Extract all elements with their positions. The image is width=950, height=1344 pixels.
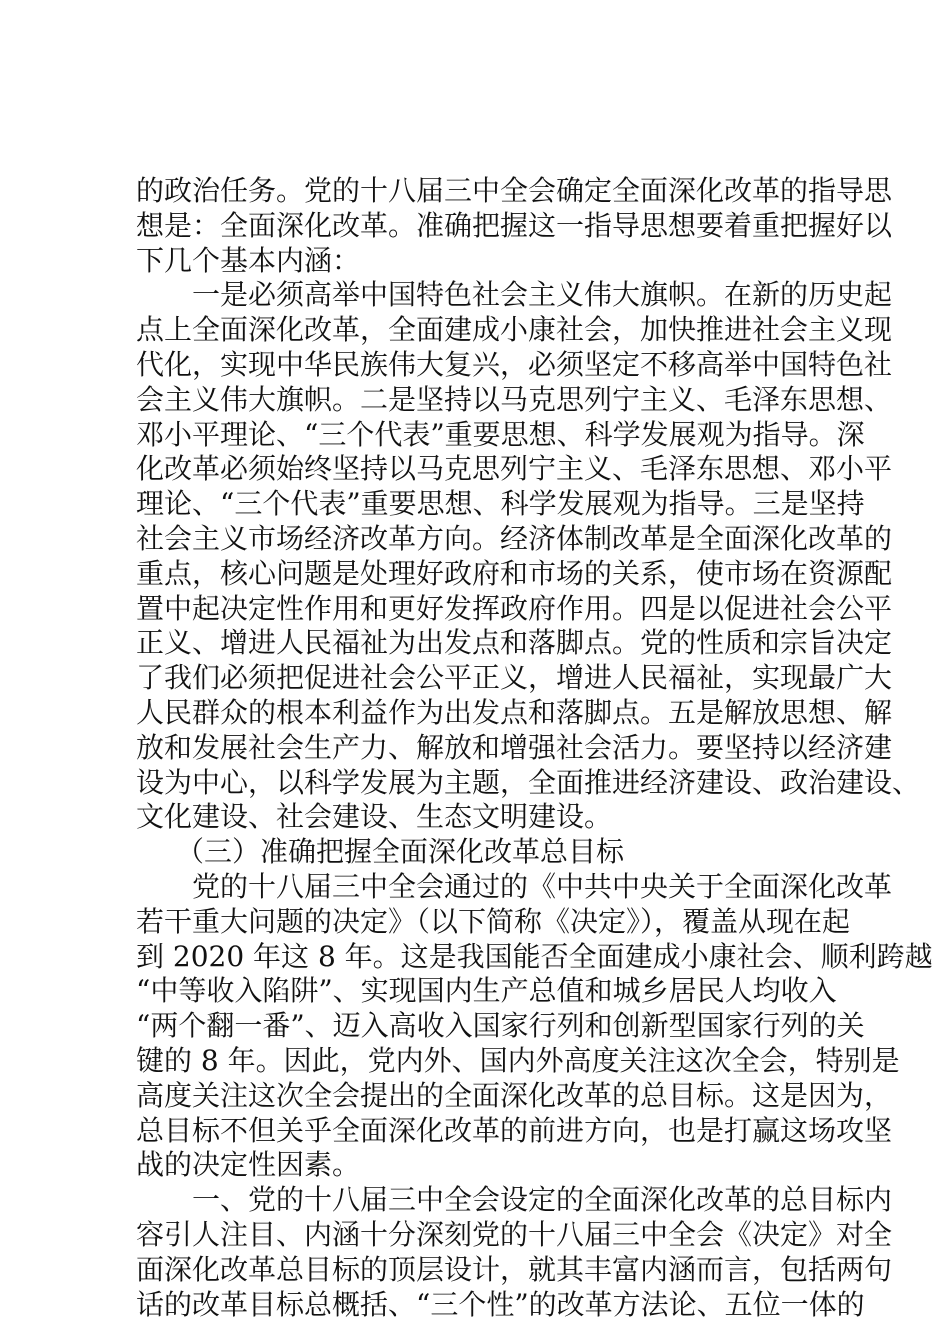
text-line: 话的改革目标总概括、“三个性”的改革方法论、五位一体的 [136, 1287, 865, 1321]
text-line: 设为中心，以科学发展为主题，全面推进经济建设、政治建设、 [136, 765, 921, 799]
text-line: 战的决定性因素。 [136, 1148, 361, 1182]
text-line: 代化，实现中华民族伟大复兴，必须坚定不移高举中国特色社 [136, 347, 893, 381]
text-line: 化改革必须始终坚持以马克思列宁主义、毛泽东思想、邓小平 [136, 452, 893, 486]
text-line: 置中起决定性作用和更好发挥政府作用。四是以促进社会公平 [136, 591, 893, 625]
text-line: 正义、增进人民福祉为出发点和落脚点。党的性质和宗旨决定 [136, 626, 893, 660]
text-line: 若干重大问题的决定》（以下简称《决定》），覆盖从现在起 [136, 904, 851, 938]
text-line: 下几个基本内涵： [136, 243, 361, 277]
text-line: 容引人注目、内涵十分深刻党的十八届三中全会《决定》对全 [136, 1217, 893, 1251]
document-body [136, 174, 933, 1322]
text-line: 会主义伟大旗帜。二是坚持以马克思列宁主义、毛泽东思想、 [136, 382, 893, 416]
section-heading: （三）准确把握全面深化改革总目标 [176, 835, 625, 869]
text-line: 人民群众的根本利益作为出发点和落脚点。五是解放思想、解 [136, 695, 893, 729]
text-line: 的政治任务。党的十八届三中全会确定全面深化改革的指导思 [136, 174, 893, 207]
text-line: 一、党的十八届三中全会设定的全面深化改革的总目标内 [192, 1183, 893, 1217]
text-line: 邓小平理论、“三个代表”重要思想、科学发展观为指导。深 [136, 417, 865, 451]
text-line: “中等收入陷阱”、实现国内生产总值和城乡居民人均收入 [136, 974, 837, 1008]
text-line: 一是必须高举中国特色社会主义伟大旗帜。在新的历史起 [192, 278, 893, 312]
text-line: “两个翻一番”、迈入高收入国家行列和创新型国家行列的关 [136, 1009, 865, 1043]
text-line: 文化建设、社会建设、生态文明建设。 [136, 800, 613, 834]
text-line: 放和发展社会生产力、解放和增强社会活力。要坚持以经济建 [136, 730, 893, 764]
text-line: 社会主义市场经济改革方向。经济体制改革是全面深化改革的 [136, 521, 893, 555]
text-line: 了我们必须把促进社会公平正义，增进人民福祉，实现最广大 [136, 661, 893, 695]
text-line: 重点，核心问题是处理好政府和市场的关系，使市场在资源配 [136, 556, 893, 590]
text-line: 面深化改革总目标的顶层设计，就其丰富内涵而言，包括两句 [136, 1252, 893, 1286]
text-line: 总目标不但关乎全面深化改革的前进方向，也是打赢这场攻坚 [136, 1113, 893, 1147]
text-line: 到 2020 年这 8 年。这是我国能否全面建成小康社会、顺利跨越 [136, 939, 933, 973]
text-line: 理论、“三个代表”重要思想、科学发展观为指导。三是坚持 [136, 487, 865, 521]
text-line: 键的 8 年。因此，党内外、国内外高度关注这次全会，特别是 [136, 1043, 900, 1077]
text-line: 点上全面深化改革，全面建成小康社会，加快推进社会主义现 [136, 313, 893, 347]
text-line: 党的十八届三中全会通过的《中共中央关于全面深化改革 [192, 869, 893, 903]
text-line: 想是：全面深化改革。准确把握这一指导思想要着重把握好以 [136, 208, 893, 242]
text-line: 高度关注这次全会提出的全面深化改革的总目标。这是因为， [136, 1078, 893, 1112]
